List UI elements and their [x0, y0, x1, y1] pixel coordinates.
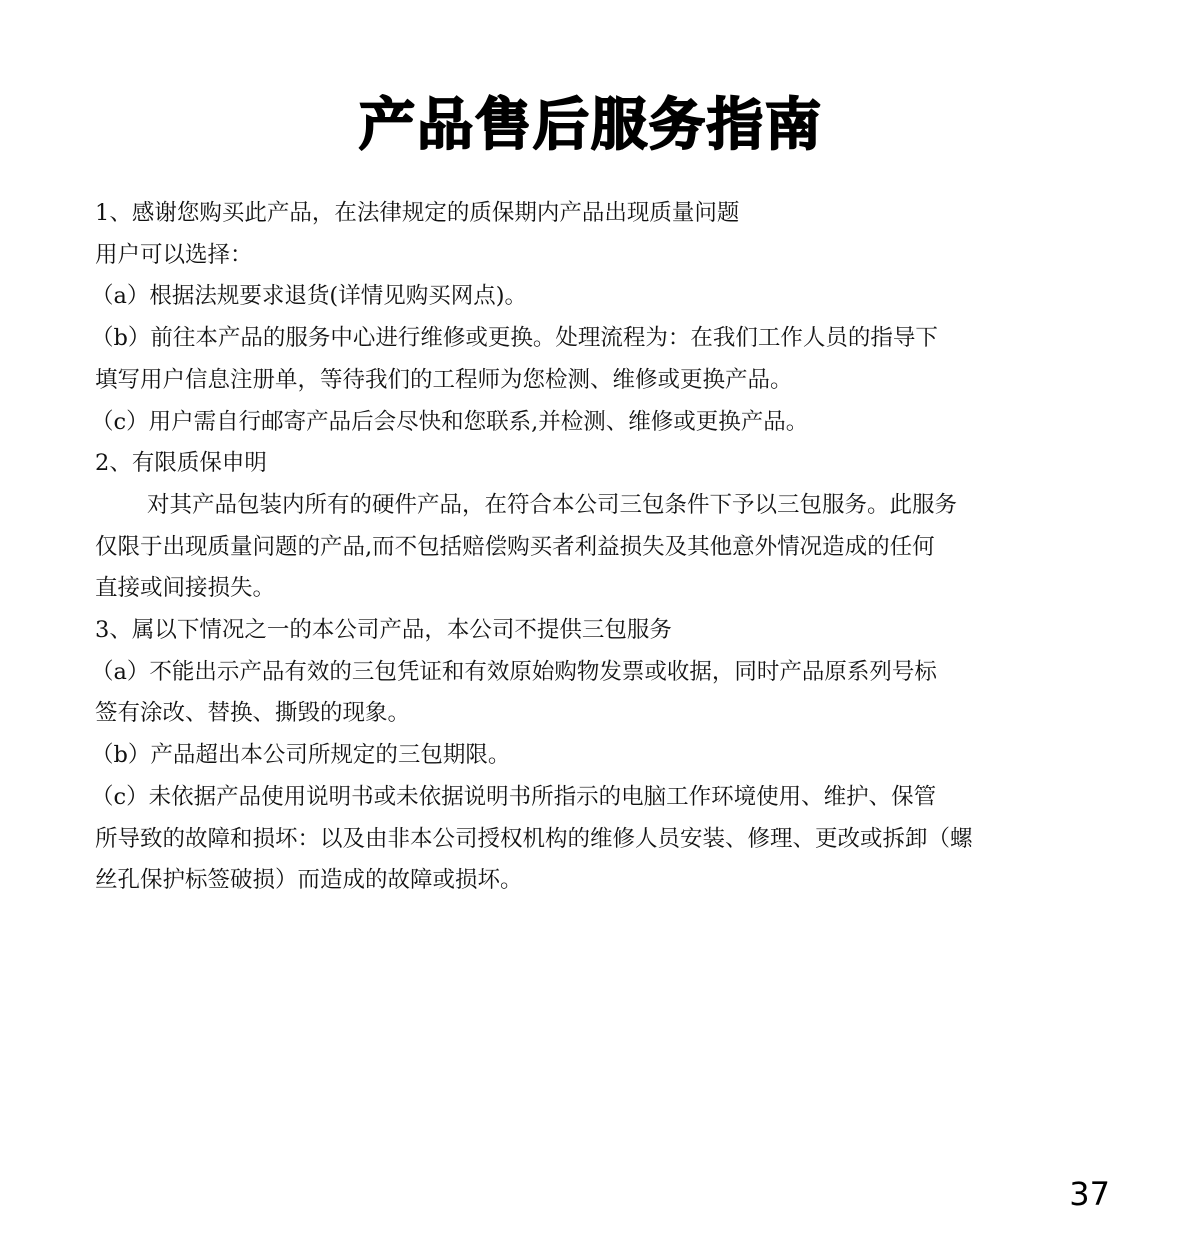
section-2-heading: 2、有限质保申明	[95, 450, 267, 477]
option-c-line: （c）用户需自行邮寄产品后会尽快和您联系,并检测、维修或更换产品。	[91, 408, 809, 435]
paragraph-line: 仅限于出现质量问题的产品,而不包括赔偿购买者利益损失及其他意外情况造成的任何	[95, 533, 935, 560]
guide-body	[91, 193, 1113, 902]
section-1-heading: 1、感谢您购买此产品，在法律规定的质保期内产品出现质量问题	[95, 200, 740, 226]
page-title: 产品售后服务指南	[359, 93, 823, 158]
section-3-heading: 3、属以下情况之一的本公司产品，本公司不提供三包服务	[95, 617, 672, 644]
option-c-line: （c）未依据产品使用说明书或未依据说明书所指示的电脑工作环境使用、维护、保管	[91, 783, 937, 810]
option-b-line: （b）产品超出本公司所规定的三包期限。	[91, 742, 511, 769]
option-a-line: （a）不能出示产品有效的三包凭证和有效原始购物发票或收据，同时产品原系列号标	[91, 658, 937, 685]
paragraph-line: 所导致的故障和损坏：以及由非本公司授权机构的维修人员安装、修理、更改或拆卸（螺	[95, 825, 973, 852]
paragraph-line: 签有涂改、替换、撕毁的现象。	[95, 700, 411, 727]
paragraph-line: 直接或间接损失。	[95, 575, 276, 602]
paragraph-line: 用户可以选择：	[95, 241, 253, 268]
option-a-line: （a）根据法规要求退货(详情见购买网点)。	[91, 283, 527, 310]
paragraph-line: 填写用户信息注册单，等待我们的工程师为您检测、维修或更换产品。	[95, 366, 793, 393]
paragraph-line: 丝孔保护标签破损）而造成的故障或损坏。	[95, 867, 523, 894]
option-b-line: （b）前往本产品的服务中心进行维修或更换。处理流程为：在我们工作人员的指导下	[91, 325, 938, 352]
paragraph-line: 对其产品包装内所有的硬件产品，在符合本公司三包条件下予以三包服务。此服务	[147, 491, 958, 518]
page-number: 37	[1069, 1175, 1110, 1213]
